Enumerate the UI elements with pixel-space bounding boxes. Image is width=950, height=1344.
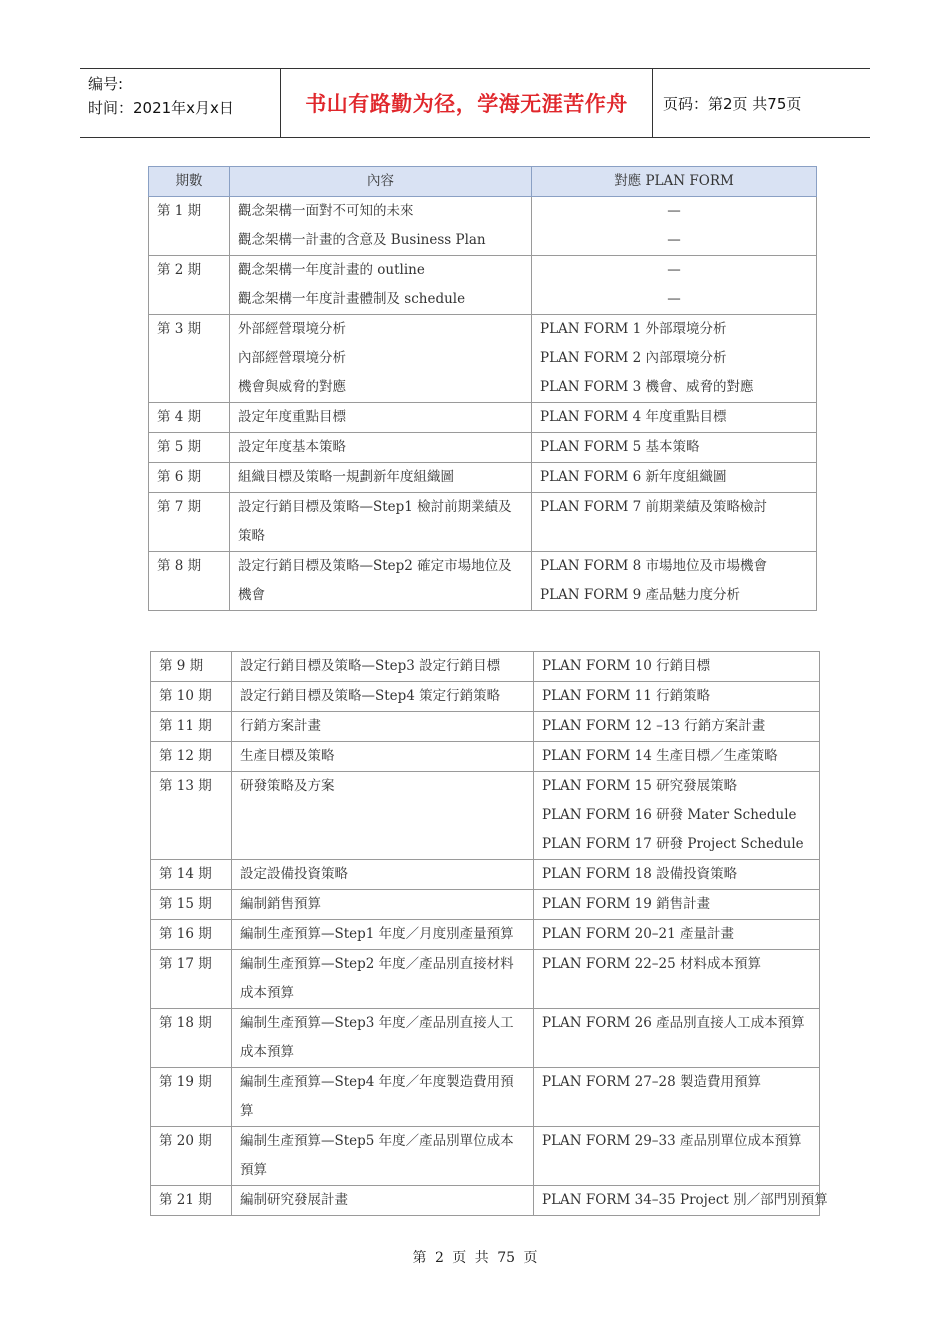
content-line: 生產目標及策略 <box>240 748 335 764</box>
table-row <box>151 742 820 772</box>
content-line: 設定年度重點目標 <box>238 409 346 425</box>
content-line: 設定行銷目標及策略—Step2 確定市場地位及機會 <box>238 558 512 603</box>
form-line: PLAN FORM 22–25 材料成本預算 <box>542 956 762 972</box>
content-cell <box>230 552 532 611</box>
content-line: 編制生產預算—Step4 年度／年度製造費用預算 <box>240 1074 514 1119</box>
header-content: 內容 <box>230 167 532 197</box>
header-meta <box>80 69 280 137</box>
content-line: 設定設備投資策略 <box>240 866 348 882</box>
period-cell: 第 15 期 <box>151 890 232 920</box>
plan-table-1 <box>148 166 817 611</box>
form-line: — <box>667 232 681 248</box>
content-cell <box>232 920 534 950</box>
period-cell: 第 18 期 <box>151 1009 232 1068</box>
form-cell <box>534 682 820 712</box>
form-line: PLAN FORM 16 研發 Mater Schedule <box>542 807 797 823</box>
content-cell <box>230 493 532 552</box>
content-cell <box>230 403 532 433</box>
content-line: 觀念架構一計畫的含意及 Business Plan <box>238 232 486 248</box>
form-line: PLAN FORM 15 研究發展策略 <box>542 778 738 794</box>
content-cell <box>232 950 534 1009</box>
period-cell: 第 20 期 <box>151 1127 232 1186</box>
content-line: 編制生產預算—Step5 年度／產品別單位成本預算 <box>240 1133 514 1178</box>
table-row <box>149 403 817 433</box>
period-cell: 第 17 期 <box>151 950 232 1009</box>
form-cell <box>534 1186 828 1216</box>
table-row <box>151 1186 820 1216</box>
form-cell <box>534 712 820 742</box>
form-cell <box>532 493 817 552</box>
content-cell <box>230 256 532 315</box>
form-line: PLAN FORM 29–33 產品別單位成本預算 <box>542 1133 802 1149</box>
content-cell <box>232 890 534 920</box>
content-cell <box>230 463 532 493</box>
table-row <box>151 682 820 712</box>
content-line: 編制生產預算—Step3 年度／產品別直接人工成本預算 <box>240 1015 514 1060</box>
page-footer: 第 2 页 共 75 页 <box>412 1250 538 1266</box>
content-line: 觀念架構一年度計畫體制及 schedule <box>238 291 466 307</box>
table-row <box>151 1068 820 1127</box>
form-line: — <box>667 262 681 278</box>
form-line: PLAN FORM 7 前期業績及策略檢討 <box>540 499 767 515</box>
content-line: 組織目標及策略一規劃新年度組織圖 <box>238 469 454 485</box>
content-line: 設定行銷目標及策略—Step4 策定行銷策略 <box>240 688 501 704</box>
form-line: PLAN FORM 9 產品魅力度分析 <box>540 587 740 603</box>
content-line: 觀念架構一年度計畫的 outline <box>238 262 425 278</box>
form-line: PLAN FORM 17 研發 Project Schedule <box>542 836 804 852</box>
form-cell <box>532 552 817 611</box>
table-row <box>149 433 817 463</box>
content-line: 編制研究發展計畫 <box>240 1192 348 1208</box>
form-cell <box>534 860 820 890</box>
content-cell <box>232 682 534 712</box>
period-cell: 第 1 期 <box>149 197 230 256</box>
form-line: PLAN FORM 10 行銷目標 <box>542 658 711 674</box>
table-row <box>151 652 820 682</box>
number-label: 编号: <box>88 75 124 93</box>
period-cell: 第 11 期 <box>151 712 232 742</box>
period-cell: 第 8 期 <box>149 552 230 611</box>
content-line: 行銷方案計畫 <box>240 718 321 734</box>
content-cell <box>232 742 534 772</box>
table-header-row <box>149 167 817 197</box>
form-cell <box>534 1068 820 1127</box>
period-cell: 第 4 期 <box>149 403 230 433</box>
content-line: 研發策略及方案 <box>240 778 335 794</box>
form-cell <box>532 463 817 493</box>
content-line: 編制銷售預算 <box>240 896 321 912</box>
content-cell <box>232 1009 534 1068</box>
table-row <box>151 1009 820 1068</box>
form-cell <box>534 772 820 860</box>
content-line: 內部經營環境分析 <box>238 350 346 366</box>
form-line: PLAN FORM 3 機會、威脅的對應 <box>540 379 754 395</box>
table-row <box>151 890 820 920</box>
content-line: 設定行銷目標及策略—Step1 檢討前期業績及策略 <box>238 499 512 544</box>
form-line: PLAN FORM 11 行銷策略 <box>542 688 711 704</box>
form-line: PLAN FORM 27–28 製造費用預算 <box>542 1074 762 1090</box>
content-cell <box>230 433 532 463</box>
form-cell <box>532 403 817 433</box>
content-cell <box>232 860 534 890</box>
content-cell <box>232 1127 534 1186</box>
form-line: PLAN FORM 2 內部環境分析 <box>540 350 727 366</box>
form-line: PLAN FORM 12 –13 行銷方案計畫 <box>542 718 766 734</box>
period-cell: 第 10 期 <box>151 682 232 712</box>
content-line: 設定年度基本策略 <box>238 439 346 455</box>
form-line: PLAN FORM 1 外部環境分析 <box>540 321 727 337</box>
content-cell <box>232 772 534 860</box>
period-cell: 第 7 期 <box>149 493 230 552</box>
table-row <box>149 197 817 256</box>
period-cell: 第 21 期 <box>151 1186 232 1216</box>
table-row <box>151 1127 820 1186</box>
form-line: PLAN FORM 20–21 產量計畫 <box>542 926 735 942</box>
period-cell: 第 6 期 <box>149 463 230 493</box>
time-label: 时间：2021年x月x日 <box>88 99 234 117</box>
form-cell <box>534 742 820 772</box>
form-line: PLAN FORM 4 年度重點目標 <box>540 409 727 425</box>
form-line: PLAN FORM 19 銷售計畫 <box>542 896 711 912</box>
period-cell: 第 9 期 <box>151 652 232 682</box>
content-cell <box>230 315 532 403</box>
form-line: PLAN FORM 34–35 Project 別／部門別預算 <box>542 1192 828 1208</box>
period-cell: 第 13 期 <box>151 772 232 860</box>
table-row <box>149 256 817 315</box>
header-period: 期數 <box>149 167 230 197</box>
form-line: PLAN FORM 8 市場地位及市場機會 <box>540 558 767 574</box>
page-header <box>80 68 870 138</box>
content-cell <box>232 712 534 742</box>
content-cell <box>230 197 532 256</box>
table-row <box>149 463 817 493</box>
period-cell: 第 14 期 <box>151 860 232 890</box>
form-line: PLAN FORM 6 新年度組織圖 <box>540 469 727 485</box>
form-line: PLAN FORM 14 生產目標／生產策略 <box>542 748 778 764</box>
table-row <box>149 552 817 611</box>
header-form: 對應 PLAN FORM <box>532 167 817 197</box>
form-cell <box>534 890 820 920</box>
table-row <box>151 860 820 890</box>
form-cell <box>534 950 820 1009</box>
form-line: PLAN FORM 26 產品別直接人工成本預算 <box>542 1015 805 1031</box>
table-row <box>149 493 817 552</box>
period-cell: 第 3 期 <box>149 315 230 403</box>
table-row <box>151 712 820 742</box>
form-cell <box>532 256 817 315</box>
period-cell: 第 5 期 <box>149 433 230 463</box>
table-row <box>149 315 817 403</box>
content-cell <box>232 652 534 682</box>
form-cell <box>532 315 817 403</box>
form-cell <box>534 1127 820 1186</box>
form-cell <box>534 1009 820 1068</box>
content-line: 機會與威脅的對應 <box>238 379 346 395</box>
form-line: — <box>667 203 681 219</box>
table-row <box>151 920 820 950</box>
form-line: — <box>667 291 681 307</box>
content-line: 編制生產預算—Step1 年度／月度別產量預算 <box>240 926 514 942</box>
content-line: 設定行銷目標及策略—Step3 設定行銷目標 <box>240 658 501 674</box>
content-line: 外部經營環境分析 <box>238 321 346 337</box>
table-row <box>151 772 820 860</box>
period-cell: 第 16 期 <box>151 920 232 950</box>
form-line: PLAN FORM 5 基本策略 <box>540 439 700 455</box>
content-cell <box>232 1186 534 1216</box>
content-line: 編制生產預算—Step2 年度／產品別直接材料成本預算 <box>240 956 514 1001</box>
period-cell: 第 19 期 <box>151 1068 232 1127</box>
form-cell <box>532 433 817 463</box>
form-line: PLAN FORM 18 設備投資策略 <box>542 866 738 882</box>
plan-table-2 <box>150 651 828 1216</box>
page-code: 页码：第2页 共75页 <box>663 94 802 113</box>
content-cell <box>232 1068 534 1127</box>
form-cell <box>534 920 820 950</box>
motto: 书山有路勤为径，学海无涯苦作舟 <box>280 69 653 137</box>
form-cell <box>534 652 820 682</box>
content-line: 觀念架構一面對不可知的未來 <box>238 203 414 219</box>
table-row <box>151 950 820 1009</box>
form-cell <box>532 197 817 256</box>
period-cell: 第 12 期 <box>151 742 232 772</box>
period-cell: 第 2 期 <box>149 256 230 315</box>
